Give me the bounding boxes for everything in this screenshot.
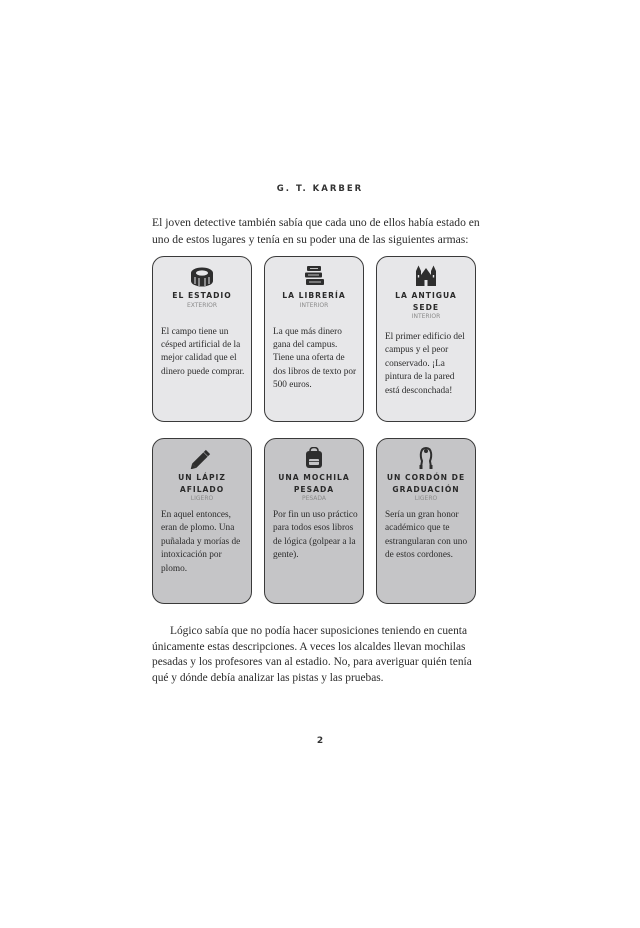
card-subtitle: INTERIOR xyxy=(411,313,441,320)
body-paragraph: Lógico sabía que no podía hacer suposiciones teniendo en cuenta únicamente estas descripciones. A veces los alcaldes llevan mochilas pesadas y los profesores van al estadio. No, para averiguar quién tenía qué y dónde debía analizar las pistas y las pruebas. xyxy=(152,625,472,684)
card-subtitle: PESADA xyxy=(301,495,327,502)
card-subtitle: LIGERO xyxy=(190,495,214,502)
card-stadium xyxy=(152,256,252,422)
card-heavy-backpack xyxy=(264,438,364,604)
pencil-icon xyxy=(190,447,214,469)
backpack-icon xyxy=(302,447,326,469)
card-title: EL ESTADIO xyxy=(172,291,232,300)
card-description: Sería un gran honor académico que te estrangularan con uno de estos cordones. xyxy=(385,510,468,561)
card-description: El campo tiene un césped artificial de la mejor calidad que el dinero puede comprar. xyxy=(161,326,245,377)
card-old-headquarters xyxy=(376,256,476,422)
stadium-icon xyxy=(190,265,214,287)
castle-icon xyxy=(414,265,438,287)
card-subtitle: INTERIOR xyxy=(299,301,329,309)
intro-text: El joven detective también sabía que cada uno de ellos había estado en uno de estos lugares y tenía en su poder una de las siguientes armas: xyxy=(152,216,480,246)
card-title: UN LÁPIZ AFILADO xyxy=(178,473,226,494)
running-header: G. T. KARBER xyxy=(276,184,364,194)
cord-icon xyxy=(414,447,438,469)
card-title: UN CORDÓN DE GRADUACIÓN xyxy=(386,473,466,494)
card-title: LA LIBRERÍA xyxy=(282,291,346,300)
card-subtitle: EXTERIOR xyxy=(186,301,218,309)
card-description: La que más dinero gana del campus. Tiene una oferta de dos libros de texto por 500 euros. xyxy=(273,326,357,391)
card-bookstore xyxy=(264,256,364,422)
clue-cards-grid xyxy=(152,256,476,604)
card-description: Por fin un uso práctico para todos esos libros de lógica (golpear a la gente). xyxy=(273,510,358,561)
page-number: 2 xyxy=(316,736,324,746)
card-subtitle: LIGERO xyxy=(414,495,438,502)
card-graduation-cord xyxy=(376,438,476,604)
books-icon xyxy=(302,265,326,287)
card-description: El primer edificio del campus y el peor conservado. ¡La pintura de la pared está desconchada! xyxy=(385,332,465,396)
card-title: UNA MOCHILA PESADA xyxy=(278,473,350,494)
card-sharp-pencil xyxy=(152,438,252,604)
card-title: LA ANTIGUA SEDE xyxy=(395,291,457,312)
card-description: En aquel entonces, eran de plomo. Una puñalada y morías de intoxicación por plomo. xyxy=(161,510,241,574)
